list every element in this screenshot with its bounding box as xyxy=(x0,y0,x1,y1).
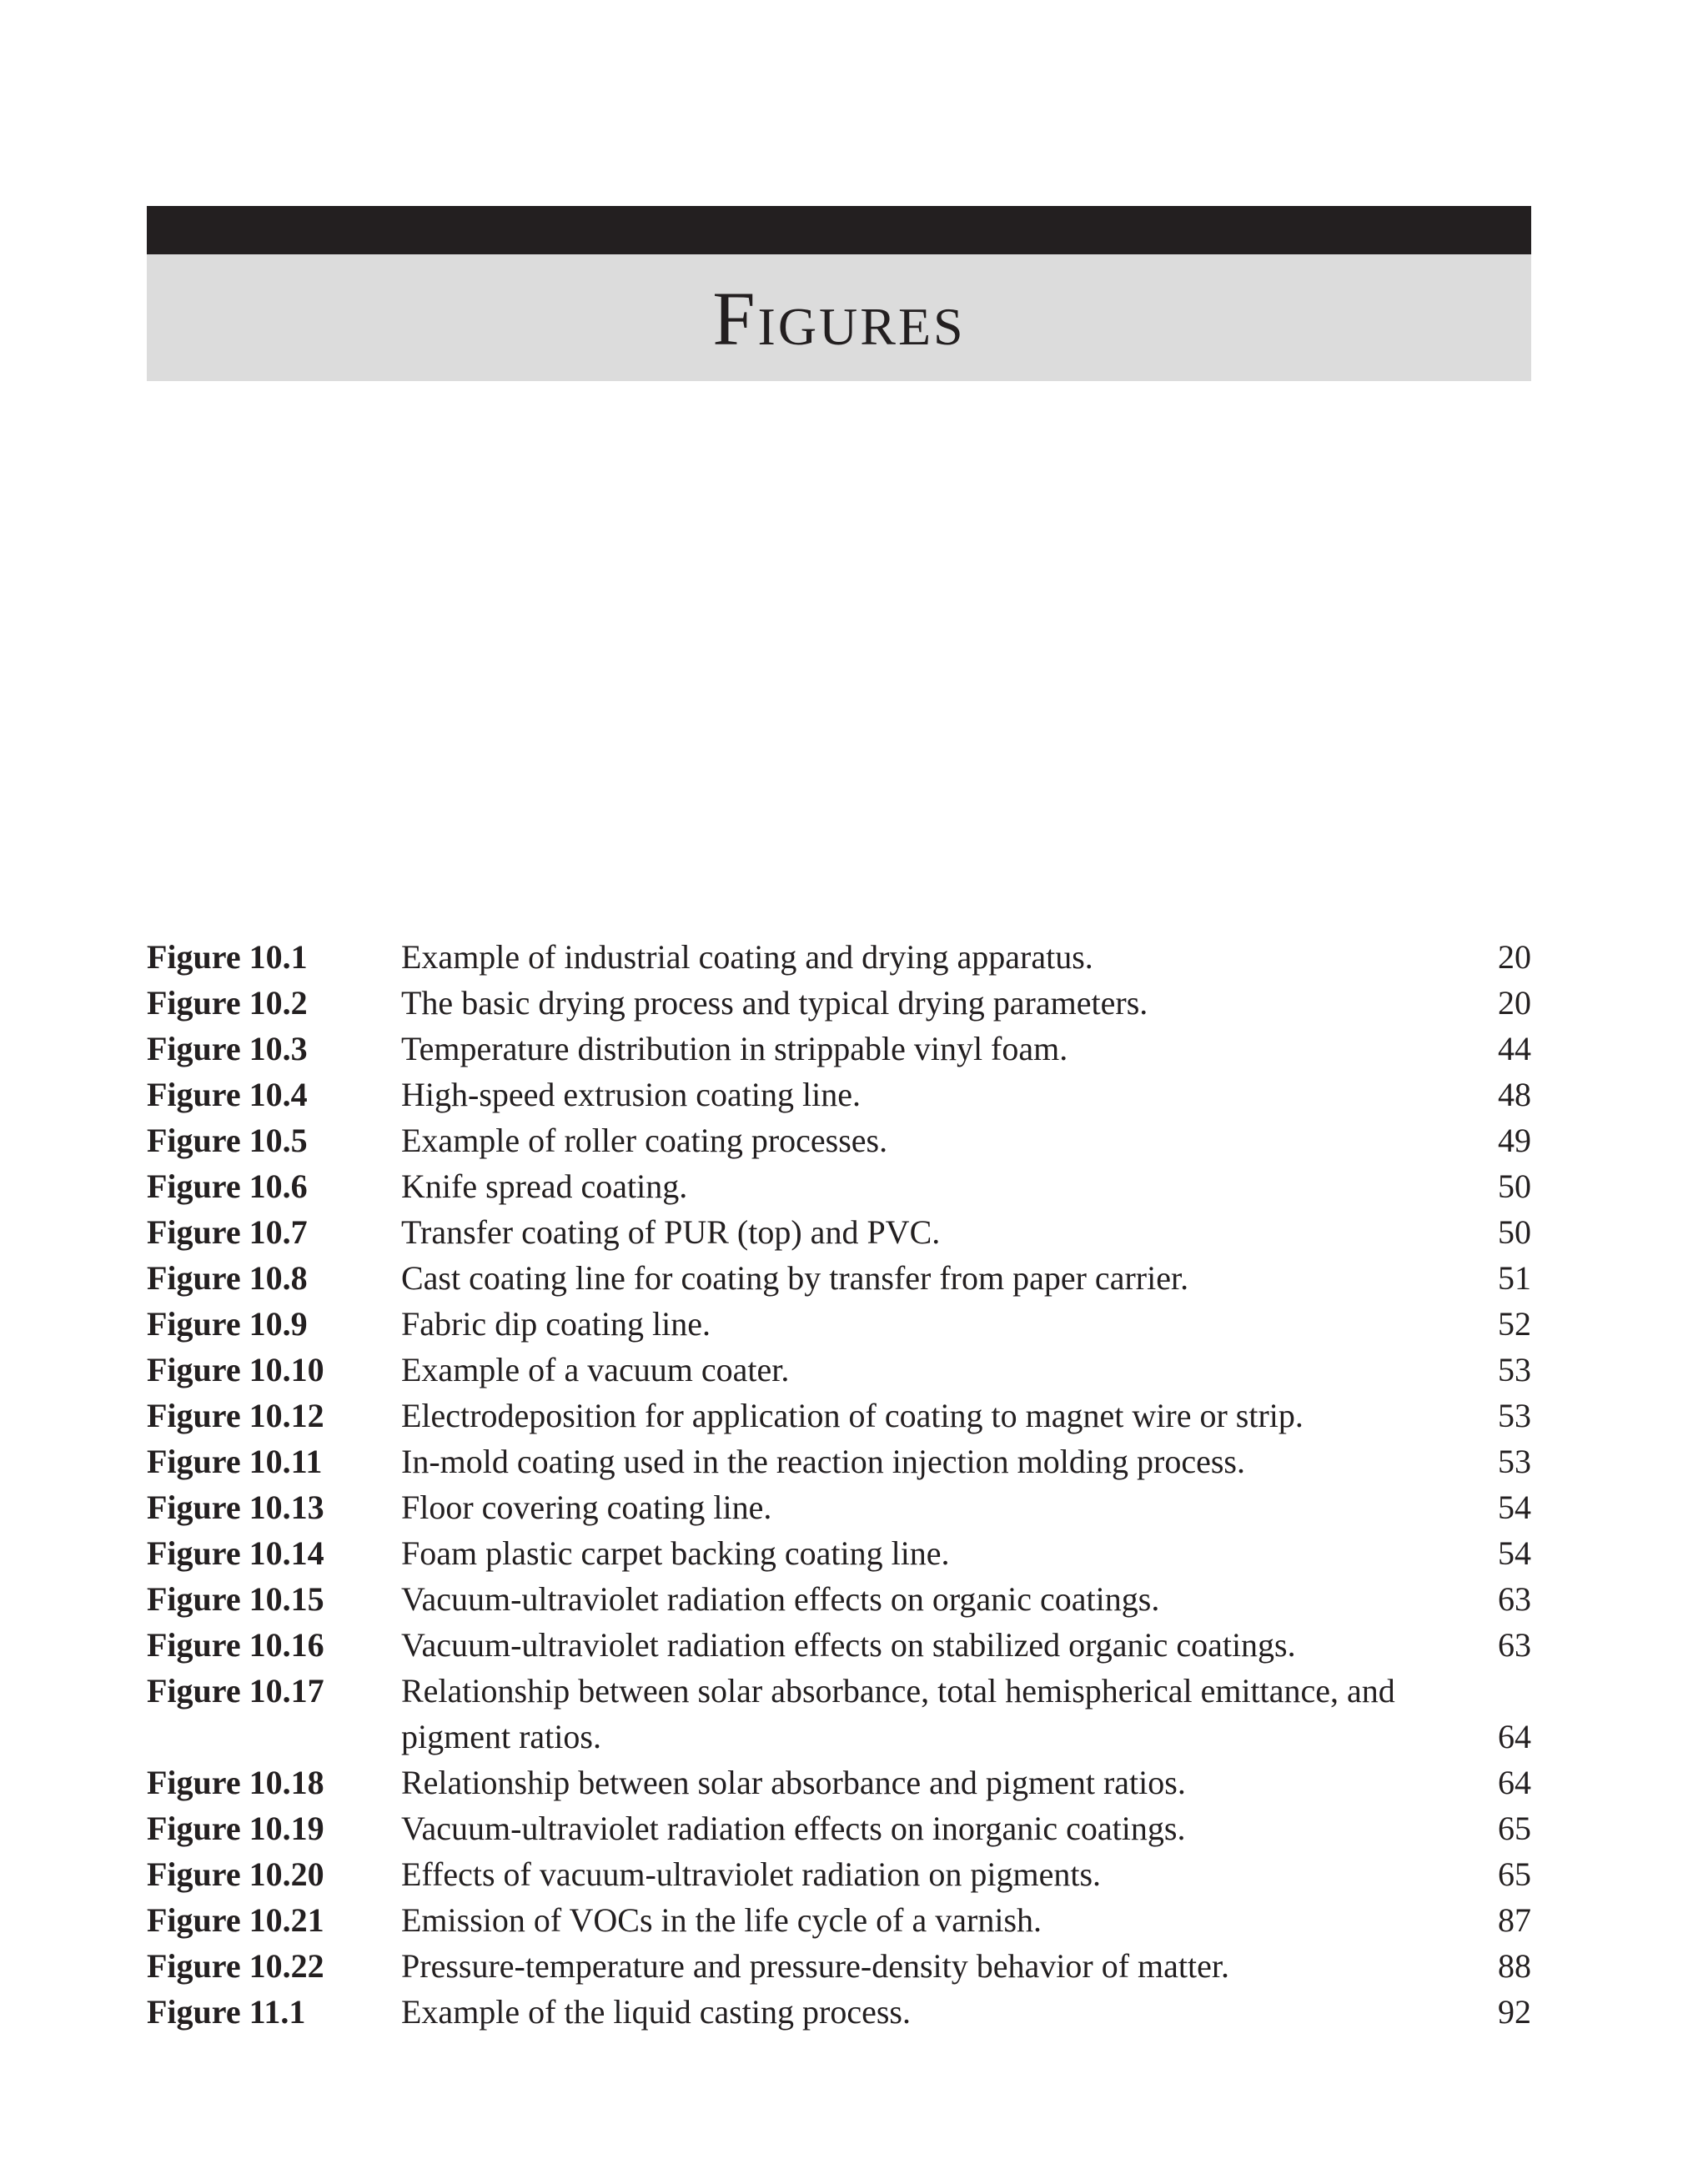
figure-caption: Vacuum-ultraviolet radiation effects on stabilized organic coatings. xyxy=(401,1626,1296,1664)
figure-caption: Floor covering coating line. xyxy=(401,1489,772,1526)
figure-caption: Transfer coating of PUR (top) and PVC. xyxy=(401,1213,941,1251)
page-number: 65 xyxy=(1498,1810,1531,1847)
figure-label: Figure 10.22 xyxy=(147,1947,324,1985)
figure-caption: High-speed extrusion coating line. xyxy=(401,1076,861,1113)
list-item xyxy=(147,1484,1531,1530)
figure-caption: Effects of vacuum-ultraviolet radiation on pigments. xyxy=(401,1855,1102,1893)
figure-caption: Example of the liquid casting process. xyxy=(401,1993,911,2031)
figure-caption: Foam plastic carpet backing coating line. xyxy=(401,1534,950,1572)
list-item xyxy=(147,1530,1531,1576)
figure-label: Figure 10.18 xyxy=(147,1764,324,1801)
page-number: 20 xyxy=(1498,938,1531,976)
figure-label: Figure 10.8 xyxy=(147,1259,308,1297)
figure-caption: Example of industrial coating and drying apparatus. xyxy=(401,938,1093,976)
page-number: 88 xyxy=(1498,1947,1531,1985)
list-item xyxy=(147,1668,1531,1760)
list-item xyxy=(147,1393,1531,1438)
figure-label: Figure 10.12 xyxy=(147,1397,324,1434)
list-item xyxy=(147,1576,1531,1622)
figure-caption: Vacuum-ultraviolet radiation effects on organic coatings. xyxy=(401,1580,1160,1618)
figure-label: Figure 10.5 xyxy=(147,1122,308,1159)
figure-label: Figure 10.14 xyxy=(147,1534,324,1572)
figure-label: Figure 10.2 xyxy=(147,984,308,1022)
page-number: 50 xyxy=(1498,1213,1531,1251)
page-number: 50 xyxy=(1498,1167,1531,1205)
figure-label: Figure 10.16 xyxy=(147,1626,324,1664)
title-band xyxy=(147,254,1531,381)
figure-label: Figure 10.3 xyxy=(147,1030,308,1067)
list-item xyxy=(147,1026,1531,1072)
figure-label: Figure 10.13 xyxy=(147,1489,324,1526)
figure-label: Figure 10.4 xyxy=(147,1076,308,1113)
figure-caption: Vacuum-ultraviolet radiation effects on inorganic coatings. xyxy=(401,1810,1186,1847)
page-number: 52 xyxy=(1498,1305,1531,1343)
page-number: 53 xyxy=(1498,1443,1531,1480)
page-number: 54 xyxy=(1498,1534,1531,1572)
figure-label: Figure 11.1 xyxy=(147,1993,306,2031)
page-number: 53 xyxy=(1498,1397,1531,1434)
figure-label: Figure 10.20 xyxy=(147,1855,324,1893)
figure-caption: Pressure-temperature and pressure-density behavior of matter. xyxy=(401,1947,1229,1985)
figure-caption: Relationship between solar absorbance and pigment ratios. xyxy=(401,1764,1186,1801)
list-item xyxy=(147,1438,1531,1484)
figure-caption: Temperature distribution in strippable vinyl foam. xyxy=(401,1030,1068,1067)
figure-label: Figure 10.10 xyxy=(147,1351,324,1388)
page-number: 64 xyxy=(1498,1764,1531,1801)
list-item xyxy=(147,1255,1531,1301)
list-item xyxy=(147,1163,1531,1209)
page-number: 49 xyxy=(1498,1122,1531,1159)
list-item xyxy=(147,934,1531,980)
figure-caption: Cast coating line for coating by transfer from paper carrier. xyxy=(401,1259,1189,1297)
list-item xyxy=(147,1347,1531,1393)
page-number: 65 xyxy=(1498,1855,1531,1893)
page-number: 54 xyxy=(1498,1489,1531,1526)
figure-label: Figure 10.15 xyxy=(147,1580,324,1618)
page-number: 63 xyxy=(1498,1580,1531,1618)
page-number: 87 xyxy=(1498,1901,1531,1939)
list-item xyxy=(147,980,1531,1026)
figure-label: Figure 10.6 xyxy=(147,1167,308,1205)
list-item xyxy=(147,1622,1531,1668)
page-title: Figures xyxy=(712,276,966,361)
list-item xyxy=(147,1897,1531,1943)
figure-list xyxy=(147,934,1531,2035)
figure-caption: The basic drying process and typical drying parameters. xyxy=(401,984,1148,1022)
figure-label: Figure 10.21 xyxy=(147,1901,324,1939)
list-item xyxy=(147,1209,1531,1255)
figure-caption: Emission of VOCs in the life cycle of a varnish. xyxy=(401,1901,1042,1939)
figure-label: Figure 10.7 xyxy=(147,1213,308,1251)
page-number: 44 xyxy=(1498,1030,1531,1067)
list-item xyxy=(147,1805,1531,1851)
page-number: 20 xyxy=(1498,984,1531,1022)
page-number: 48 xyxy=(1498,1076,1531,1113)
figure-caption: Relationship between solar absorbance, total hemispherical emittance, and pigment ratios. xyxy=(401,1672,1395,1755)
figure-caption: Electrodeposition for application of coating to magnet wire or strip. xyxy=(401,1397,1304,1434)
figure-caption: Knife spread coating. xyxy=(401,1167,688,1205)
figure-label: Figure 10.19 xyxy=(147,1810,324,1847)
page-number: 53 xyxy=(1498,1351,1531,1388)
page-number: 63 xyxy=(1498,1626,1531,1664)
list-item xyxy=(147,1989,1531,2035)
figure-caption: In-mold coating used in the reaction injection molding process. xyxy=(401,1443,1245,1480)
list-item xyxy=(147,1072,1531,1117)
list-item xyxy=(147,1851,1531,1897)
figure-caption: Example of a vacuum coater. xyxy=(401,1351,790,1388)
page-number: 92 xyxy=(1498,1993,1531,2031)
page-number: 64 xyxy=(1498,1718,1531,1755)
list-item xyxy=(147,1117,1531,1163)
title-bar xyxy=(147,206,1531,254)
figure-caption: Fabric dip coating line. xyxy=(401,1305,711,1343)
figure-label: Figure 10.1 xyxy=(147,938,308,976)
figure-label: Figure 10.9 xyxy=(147,1305,308,1343)
list-item xyxy=(147,1301,1531,1347)
figure-label: Figure 10.11 xyxy=(147,1443,323,1480)
list-item xyxy=(147,1943,1531,1989)
figure-label: Figure 10.17 xyxy=(147,1672,324,1710)
page-number: 51 xyxy=(1498,1259,1531,1297)
figure-caption: Example of roller coating processes. xyxy=(401,1122,888,1159)
list-item xyxy=(147,1760,1531,1805)
